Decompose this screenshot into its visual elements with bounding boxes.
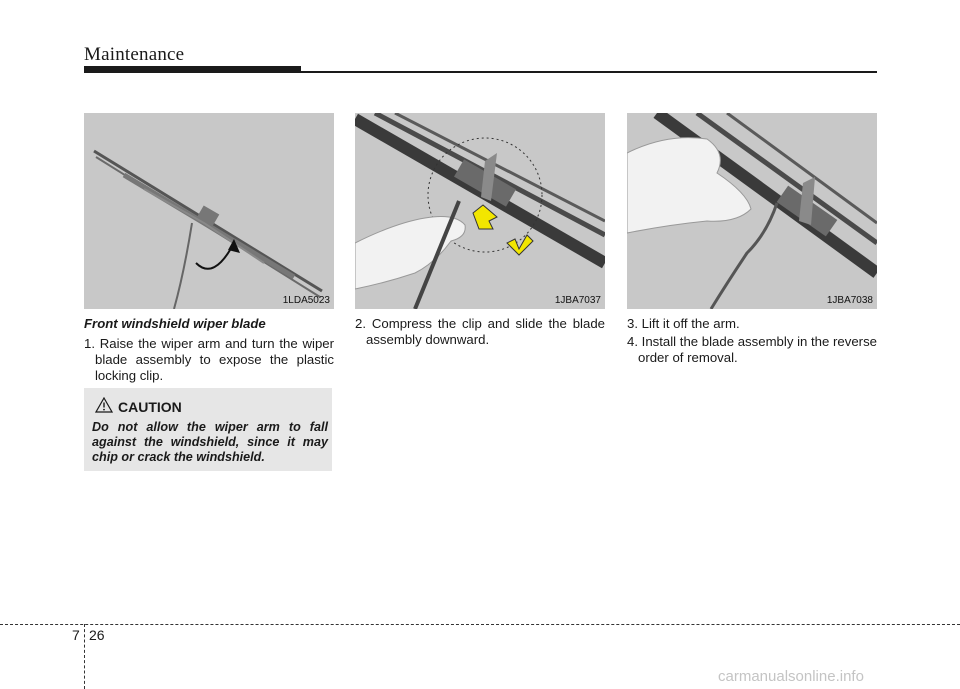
figure-code: 1JBA7037 — [554, 295, 601, 306]
lift-blade-illustration — [627, 113, 877, 309]
footer-rule — [0, 624, 960, 625]
figure-lift-blade — [627, 113, 877, 309]
step-2: 2. Compress the clip and slide the blade assembly downward. — [355, 316, 605, 347]
section-heading: Front windshield wiper blade — [84, 316, 266, 331]
column-2-text — [355, 316, 605, 350]
step-1: 1. Raise the wiper arm and turn the wiper blade assembly to expose the plastic locking clip. — [84, 336, 334, 383]
compress-clip-illustration — [355, 113, 605, 309]
footer-divider — [84, 624, 85, 689]
watermark: carmanualsonline.info — [718, 668, 864, 685]
page-header-title: Maintenance — [84, 44, 185, 65]
caution-text: Do not allow the wiper arm to fall against the windshield, since it may chip or crack the windshield. — [92, 420, 328, 464]
step-3: 3. Lift it off the arm. — [627, 316, 740, 331]
caution-title: CAUTION — [118, 399, 182, 415]
header-rule-thin — [84, 71, 877, 73]
step-4: 4. Install the blade assembly in the reverse order of removal. — [627, 334, 877, 365]
warning-triangle-icon — [95, 397, 113, 413]
column-1-text — [84, 316, 334, 386]
figure-compress-clip — [355, 113, 605, 309]
figure-code: 1JBA7038 — [826, 295, 873, 306]
chapter-number: 7 — [72, 627, 80, 643]
caution-box — [84, 388, 332, 471]
page-number: 26 — [89, 627, 105, 643]
figure-wiper-raise — [84, 113, 334, 309]
column-3-text — [627, 316, 877, 368]
figure-code: 1LDA5023 — [282, 295, 330, 306]
wiper-raise-illustration — [84, 113, 334, 309]
